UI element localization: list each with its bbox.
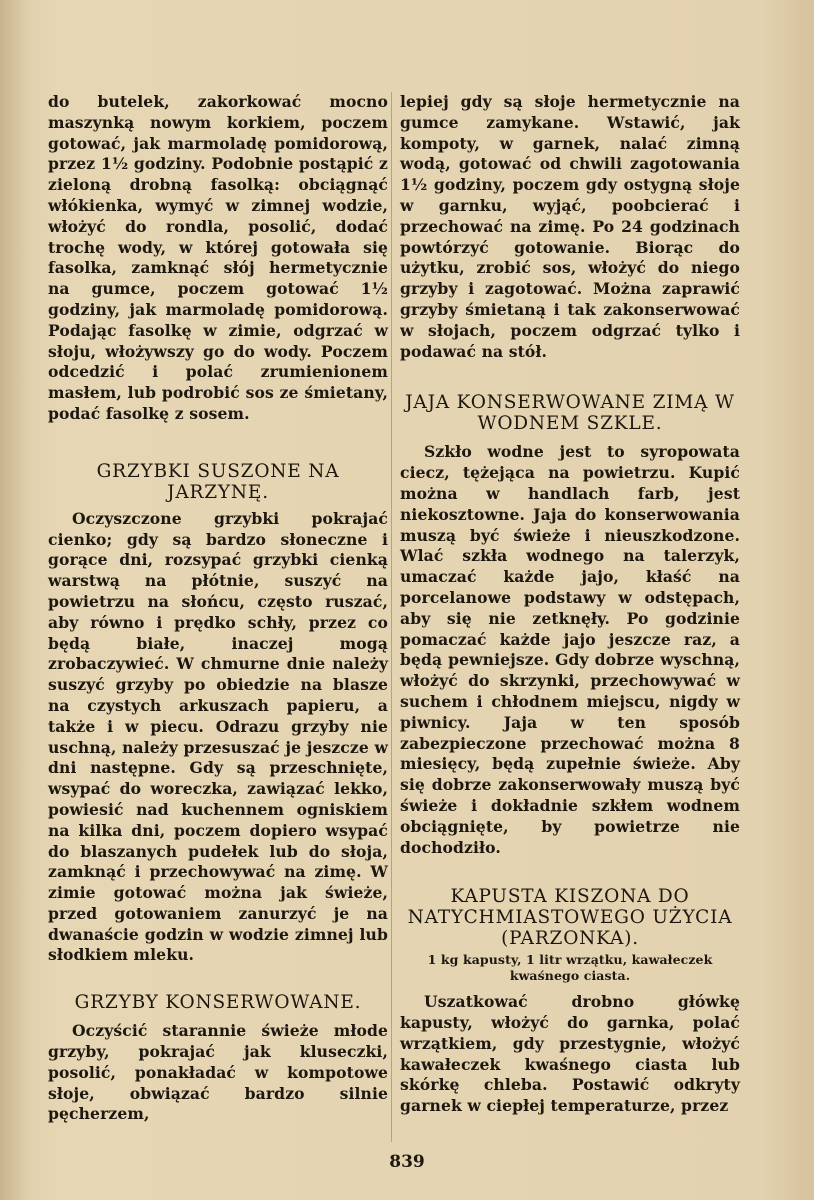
left-column	[48, 92, 388, 1125]
heading-sauerkraut: KAPUSTA KISZONA DO NATYCHMIASTOWEGO UŻYCIA (PARZONKA).	[407, 886, 733, 950]
paragraph-tomato-bean-continuation: do butelek, zakorkować mocno maszynką nowym korkiem, poczem gotować, jak marmoladę pomidorową, przez 1½ godziny. Podobnie postąpić z zieloną drobną fasolką: obciągnąć włókienka, wymyć w zimnej wodzie, włożyć do rondla, posolić, dodać trochę wody, w której gotowała się fasolka, zamknąć słój hermetycznie na gumce, poczem gotować 1½ godziny, jak marmoladę pomidorową. Podając fasolkę w zimie, odgrzać w słoju, włożywszy go do wody. Poczem odcedzić i polać zrumienionem masłem, lub podrobić sos ze śmietany, podać fasolkę z sosem.	[48, 92, 388, 423]
paragraph-eggs-water-glass: Szkło wodne jest to syropowata ciecz, tężejąca na powietrzu. Kupić można w handlach farb, jest niekosztowne. Jaja do konserwowania muszą być świeże i nieuszkodzone. Wlać szkła wodnego na talerzyk, umaczać każde jajo, kłaść na porcelanowe podstawy w odstępach, aby się nie zetknęły. Po godzinie pomaczać każde jajo jeszcze raz, a będą pewniejsze. Gdy dobrze wyschną, włożyć do skrzynki, przechowywać w suchem i chłodnem miejscu, nigdy w piwnicy. Jaja w ten sposób zabezpieczone przechować można 8 miesięcy, będą zupełnie świeże. Aby się dobrze zakonserwowały muszą być świeże i dokładnie szkłem wodnem obciągnięte, by powietrze nie dochodziło.	[400, 442, 740, 857]
paragraph-dried-mushrooms: Oczyszczone grzybki pokrajać cienko; gdy są bardzo słoneczne i gorące dni, rozsypać grzybki cienką warstwą na płótnie, suszyć na powietrzu na słońcu, często ruszać, aby równo i prędko schły, przez co będą białe, inaczej mogą zrobaczywieć. W chmurne dnie należy suszyć grzyby po obiedzie na blasze na czystych arkuszach papieru, a także i w piecu. Odrazu grzyby nie uschną, należy przesuszać je jeszcze w dni następne. Gdy są przeschnięte, wsypać do woreczka, zawiązać lekko, powiesić nad kuchennem ogniskiem na kilka dni, poczem dopiero wsypać do blaszanych pudełek lub do słoja, zamknąć i przechowywać na zimę. W zimie gotować można jak świeże, przed gotowaniem zanurzyć je na dwanaście godzin w wodzie zimnej lub słodkiem mleku.	[48, 508, 388, 965]
page-number: 839	[389, 1152, 425, 1172]
paragraph-sauerkraut: Uszatkować drobno główkę kapusty, włożyć do garnka, polać wrzątkiem, gdy przestygnie, włożyć kawałeczek kwaśnego ciasta lub skórkę chleba. Postawić odkryty garnek w ciepłej temperaturze, przez	[400, 992, 740, 1116]
paragraph-mushrooms-continuation: lepiej gdy są słoje hermetycznie na gumce zamykane. Wstawić, jak kompoty, w garnek, nalać zimną wodą, gotować od chwili zagotowania 1½ godziny, poczem gdy ostygną słoje w garnku, wyjąć, poobcierać i przechować na zimę. Po 24 godzinach powtórzyć gotowanie. Biorąc do użytku, zrobić sos, włożyć do niego grzyby i zagotować. Można zaprawić grzyby śmietaną i tak zakonserwować w słojach, poczem odgrzać tylko i podawać na stół.	[400, 92, 740, 361]
heading-dried-mushrooms: GRZYBKI SUSZONE NA JARZYNĘ.	[96, 460, 340, 503]
heading-preserved-mushrooms: GRZYBY KONSERWOWANE.	[74, 992, 362, 1014]
heading-eggs-water-glass: JAJA KONSERWOWANE ZIMĄ W WODNEM SZKLE.	[405, 392, 735, 435]
ingredients-sauerkraut: 1 kg kapusty, 1 litr wrzątku, kawałeczek kwaśnego ciasta.	[427, 952, 713, 984]
column-divider	[391, 92, 392, 1142]
right-column	[400, 92, 740, 1117]
paragraph-preserved-mushrooms: Oczyścić starannie świeże młode grzyby, pokrajać jak kluseczki, posolić, ponakładać w kompotowe słoje, obwiązać bardzo silnie pęcherzem,	[48, 1021, 388, 1124]
